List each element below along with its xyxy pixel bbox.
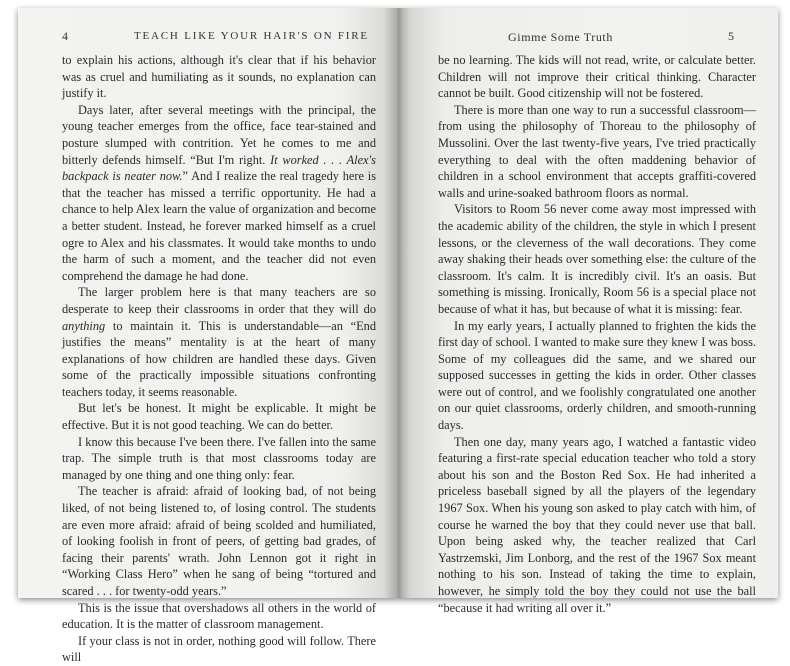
paragraph: If your class is not in order, nothing good will follow. There will: [62, 633, 376, 665]
left-page-body: [62, 52, 376, 666]
paragraph: Days later, after several meetings with the principal, the young teacher emerges from the office, face tear-stained and posture slumped with contrition. Yet he comes to me and bitterly defends himself. “But I'm right. It worked . . . Alex's backpack is neater now.” And I realize the real tragedy here is that the teacher has missed a terrific opportunity. He had a chance to help Alex learn the value of organization and become a better student. Instead, he forever marked himself as a cruel ogre to Alex and his classmates. It would take months to undo the harm of such a moment, and the teacher did not even comprehend the damage he had done.: [62, 102, 376, 283]
left-page-number: 4: [62, 29, 68, 43]
left-running-head: TEACH LIKE YOUR HAIR'S ON FIRE: [134, 30, 369, 42]
paragraph: The larger problem here is that many teachers are so desperate to keep their classrooms in order that they will do anything to maintain it. This is understandable—an “End justifies the means” mentality is at the heart of many explanations of how children are handled these days. Given some of the practically impossible situations confronting teachers today, it seems reasonable.: [62, 285, 376, 399]
paragraph: In my early years, I actually planned to frighten the kids the first day of school. I wanted to make sure they knew I was boss. Some of my colleagues did the same, and we shared our supposed successes in getting the kids in order. Other classes were out of control, and we foolishly congratulated one another on our quiet classrooms, orderly children, and smooth-running days.: [438, 318, 756, 433]
right-running-head: Gimme Some Truth: [508, 30, 613, 44]
paragraph: I know this because I've been there. I've fallen into the same trap. The simple truth is that most classrooms today are managed by one thing and one thing only: fear.: [62, 434, 376, 482]
left-page: [18, 8, 398, 665]
paragraph: But let's be honest. It might be explicable. It might be effective. But it is not good teaching. We can do better.: [62, 401, 376, 433]
right-page: [398, 8, 778, 615]
italic-quote: It worked . . . Alex's backpack is neater now.: [62, 152, 376, 184]
paragraph: be no learning. The kids will not read, write, or calculate better. Children will not improve their critical thinking. Character cannot be built. Good citizenship will not be fostered.: [438, 53, 756, 101]
book-spread: [18, 8, 778, 665]
paragraph: to explain his actions, although it's clear that if his behavior was as cruel and humiliating as it sounds, no explanation can justify it.: [62, 53, 376, 101]
paragraph: This is the issue that overshadows all others in the world of education. It is the matter of classroom management.: [62, 600, 376, 632]
italic-emphasis: anything: [62, 318, 106, 333]
paragraph: Visitors to Room 56 never come away most impressed with the academic ability of the children, the style in which I present lessons, or the cleverness of the wall decorations. They come away shaking their heads over something else: the culture of the classroom. It's calm. It is incredibly civil. It's an oasis. But something is missing. Ironically, Room 56 is a special place not because of what it has, but because of what it is missing: fear.: [438, 202, 756, 316]
right-page-body: [438, 52, 756, 616]
paragraph: The teacher is afraid: afraid of looking bad, of not being liked, of not being listened to, of losing control. The students are even more afraid: afraid of being scolded and humiliated, of looking foolish in front of peers, of getting bad grades, of facing their parents' wrath. John Lennon got it right in “Working Class Hero” when he sang of being “tortured and scared . . . for twenty-odd years.”: [62, 484, 376, 598]
paragraph: There is more than one way to run a successful classroom—from using the philosophy of Thoreau to the philosophy of Mussolini. Over the last twenty-five years, I've tried practically everything to deal with the often maddening behavior of children in a school environment that accepts graffiti-covered walls and urine-soaked bathroom floors as normal.: [438, 102, 756, 200]
paragraph: Then one day, many years ago, I watched a fantastic video featuring a first-rate special education teacher who told a story about his son and the Boston Red Sox. He had inherited a priceless baseball signed by all the players of the legendary 1967 Sox. When his young son asked to play catch with him, of course he warned the boy that they could never use that ball. Upon being asked why, the teacher realized that Carl Yastrzemski, Jim Lonborg, and the rest of the 1967 Sox meant nothing to his son. Instead of taking the time to explain, however, he simply told the boy they could not use the ball “because it had writing all over it.”: [438, 434, 756, 615]
right-page-number: 5: [728, 29, 734, 43]
